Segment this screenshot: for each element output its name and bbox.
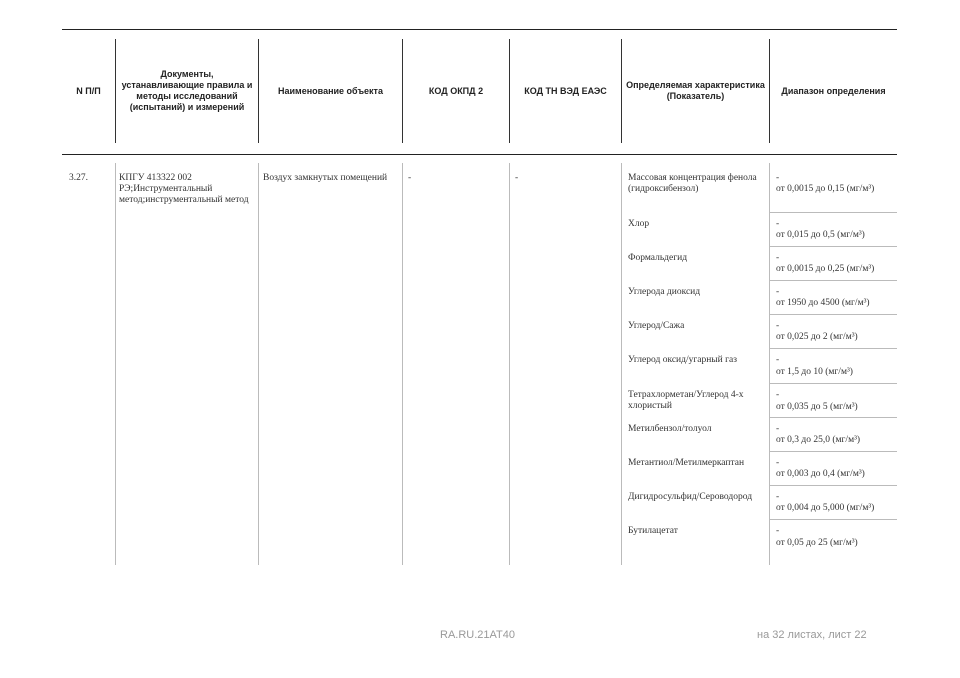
range-dash: - bbox=[776, 458, 780, 468]
range-cell: от 0,3 до 25,0 (мг/м³) bbox=[776, 435, 861, 445]
header-characteristic: Определяемая характеристика (Показатель) bbox=[626, 80, 765, 101]
column-divider bbox=[509, 163, 510, 565]
range-dash: - bbox=[776, 219, 780, 229]
footer-page-count: на 32 листах, лист 22 bbox=[757, 629, 867, 641]
footer-doc-id: RA.RU.21AT40 bbox=[440, 629, 515, 641]
range-cell: от 0,003 до 0,4 (мг/м³) bbox=[776, 469, 865, 479]
range-dash: - bbox=[776, 355, 780, 365]
header-num: N П/П bbox=[76, 85, 101, 96]
row-separator bbox=[770, 348, 897, 349]
row-separator bbox=[770, 519, 897, 520]
range-cell: от 0,035 до 5 (мг/м³) bbox=[776, 402, 858, 412]
row-separator bbox=[770, 485, 897, 486]
header-object: Наименование объекта bbox=[278, 85, 383, 96]
range-cell: от 0,015 до 0,5 (мг/м³) bbox=[776, 230, 865, 240]
characteristic-cell: Формальдегид bbox=[628, 253, 688, 263]
characteristic-cell: Метантиол/Метилмеркаптан bbox=[628, 458, 745, 468]
range-cell: от 0,025 до 2 (мг/м³) bbox=[776, 332, 858, 342]
range-cell: от 0,004 до 5,000 (мг/м³) bbox=[776, 503, 875, 513]
header-tnved: КОД ТН ВЭД ЕАЭС bbox=[524, 85, 607, 96]
range-cell: от 0,0015 до 0,15 (мг/м³) bbox=[776, 184, 875, 194]
row-separator bbox=[770, 246, 897, 247]
range-dash: - bbox=[776, 287, 780, 297]
entry-okpd: - bbox=[408, 173, 412, 183]
range-cell: от 1950 до 4500 (мг/м³) bbox=[776, 298, 870, 308]
characteristic-cell: Тетрахлорметан/Углерод 4-х хлористый bbox=[628, 390, 744, 411]
range-cell: от 0,05 до 25 (мг/м³) bbox=[776, 538, 858, 548]
column-divider bbox=[769, 163, 770, 565]
range-cell: от 0,0015 до 0,25 (мг/м³) bbox=[776, 264, 875, 274]
characteristic-cell: Массовая концентрация фенола (гидроксибензол) bbox=[628, 173, 757, 194]
column-divider bbox=[115, 163, 116, 565]
range-dash: - bbox=[776, 321, 780, 331]
column-divider bbox=[621, 163, 622, 565]
row-separator bbox=[770, 451, 897, 452]
column-divider bbox=[258, 163, 259, 565]
characteristic-cell: Бутилацетат bbox=[628, 526, 678, 536]
row-separator bbox=[770, 417, 897, 418]
header-okpd: КОД ОКПД 2 bbox=[428, 85, 484, 96]
range-dash: - bbox=[776, 253, 780, 263]
entry-number: 3.27. bbox=[69, 173, 88, 183]
entry-document: КПГУ 413322 002 РЭ;Инструментальный метод;инструментальный метод bbox=[119, 173, 249, 205]
entry-object: Воздух замкнутых помещений bbox=[263, 173, 388, 183]
characteristic-cell: Углерод/Сажа bbox=[628, 321, 685, 331]
column-divider bbox=[402, 163, 403, 565]
characteristic-cell: Углерод оксид/угарный газ bbox=[628, 355, 738, 365]
row-separator bbox=[770, 212, 897, 213]
row-separator bbox=[770, 280, 897, 281]
characteristic-cell: Дигидросульфид/Сероводород bbox=[628, 492, 753, 502]
row-separator bbox=[770, 383, 897, 384]
range-dash: - bbox=[776, 526, 780, 536]
header-range: Диапазон определения bbox=[781, 85, 886, 96]
range-dash: - bbox=[776, 390, 780, 400]
range-dash: - bbox=[776, 173, 780, 183]
range-cell: от 1,5 до 10 (мг/м³) bbox=[776, 367, 853, 377]
characteristic-cell: Метилбензол/толуол bbox=[628, 424, 712, 434]
range-dash: - bbox=[776, 492, 780, 502]
characteristic-cell: Углерода диоксид bbox=[628, 287, 701, 297]
entry-tnved: - bbox=[515, 173, 519, 183]
row-separator bbox=[770, 314, 897, 315]
characteristic-cell: Хлор bbox=[628, 219, 650, 229]
header-documents: Документы, устанавливающие правила и методы исследований (испытаний) и измерений bbox=[121, 69, 253, 112]
range-dash: - bbox=[776, 424, 780, 434]
